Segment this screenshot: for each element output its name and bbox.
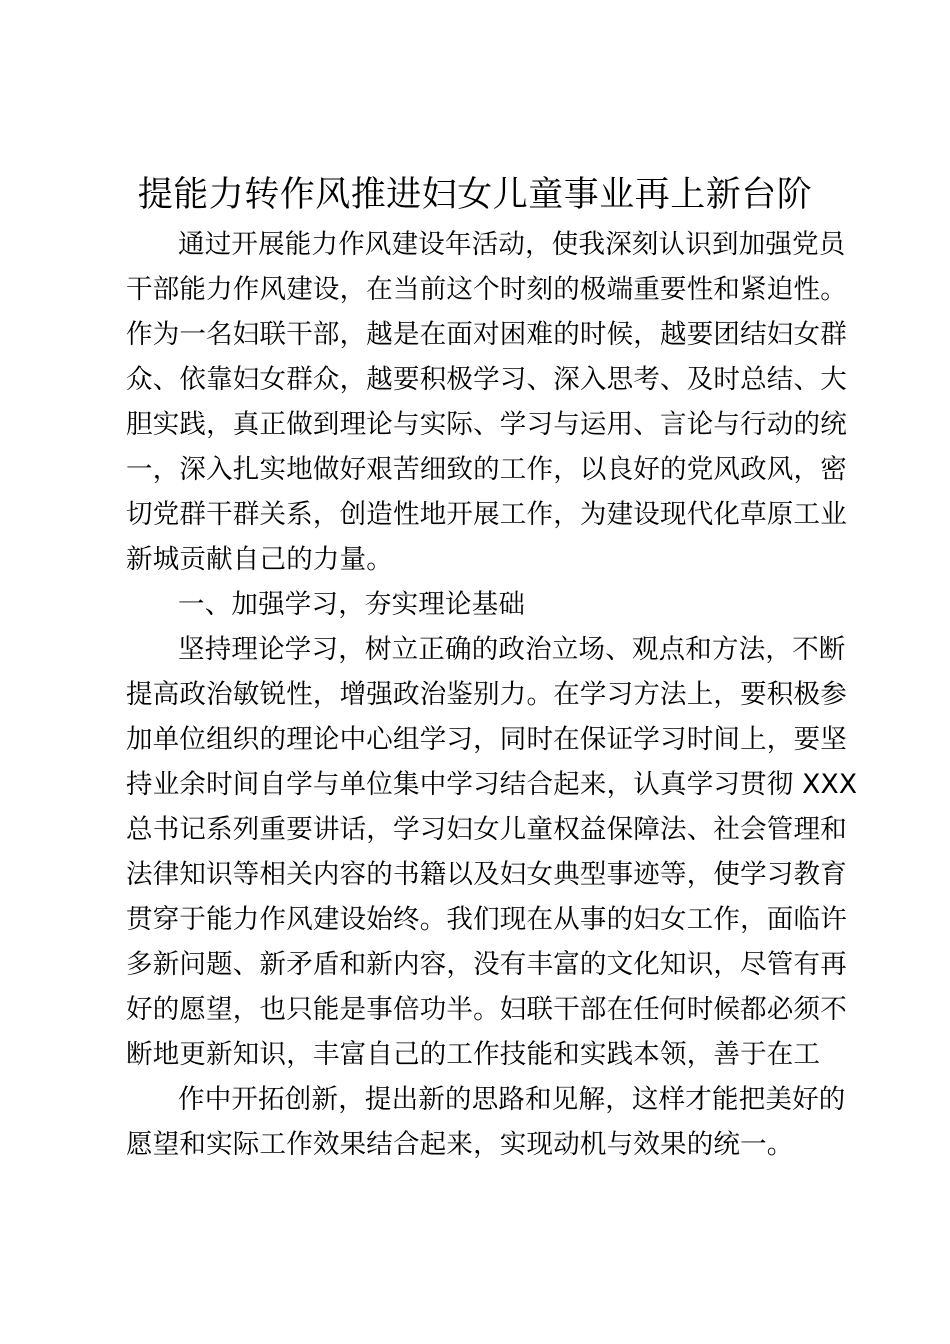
- paragraph-line: 作中开拓创新，提出新的思路和见解，这样才能把美好的: [178, 1084, 846, 1115]
- paragraph-line: 提高政治敏锐性，增强政治鉴别力。在学习方法上，要积极参: [126, 679, 847, 710]
- paragraph-line: 胆实践，真正做到理论与实际、学习与运用、言论与行动的统: [126, 409, 847, 440]
- document-title: 提能力转作风推进妇女儿童事业再上新台阶: [137, 175, 813, 215]
- paragraph-line: 新城贡献自己的力量。: [126, 544, 393, 575]
- paragraph-line: 愿望和实际工作效果结合起来，实现动机与效果的统一。: [126, 1129, 794, 1160]
- paragraph-line: 断地更新知识，丰富自己的工作技能和实践本领，善于在工: [126, 1039, 821, 1070]
- paragraph-line: 贯穿于能力作风建设始终。我们现在从事的妇女工作，面临许: [126, 904, 847, 935]
- paragraph-line: 作为一名妇联干部，越是在面对困难的时候，越要团结妇女群: [126, 319, 847, 350]
- section-heading: 一、加强学习，夯实理论基础: [178, 589, 526, 620]
- paragraph-line: 干部能力作风建设，在当前这个时刻的极端重要性和紧迫性。: [126, 274, 847, 305]
- paragraph-line: 多新问题、新矛盾和新内容，没有丰富的文化知识，尽管有再: [126, 949, 847, 980]
- paragraph-line: 加单位组织的理论中心组学习，同时在保证学习时间上，要坚: [126, 724, 847, 755]
- paragraph-line: 法律知识等相关内容的书籍以及妇女典型事迹等，使学习教育: [126, 859, 847, 890]
- paragraph-line: 好的愿望，也只能是事倍功半。妇联干部在任何时候都必须不: [126, 994, 847, 1025]
- paragraph-line: 切党群干群关系，创造性地开展工作，为建设现代化草原工业: [126, 499, 847, 530]
- paragraph-line: 众、依靠妇女群众，越要积极学习、深入思考、及时总结、大: [126, 364, 847, 395]
- paragraph-line: 坚持理论学习，树立正确的政治立场、观点和方法，不断: [178, 634, 846, 665]
- paragraph-line: 总书记系列重要讲话，学习妇女儿童权益保障法、社会管理和: [126, 814, 847, 845]
- paragraph-line: 通过开展能力作风建设年活动，使我深刻认识到加强党员: [178, 229, 846, 260]
- paragraph-line: 持业余时间自学与单位集中学习结合起来，认真学习贯彻 XXX: [126, 769, 858, 800]
- paragraph-line: 一，深入扎实地做好艰苦细致的工作，以良好的党风政风，密: [126, 454, 847, 485]
